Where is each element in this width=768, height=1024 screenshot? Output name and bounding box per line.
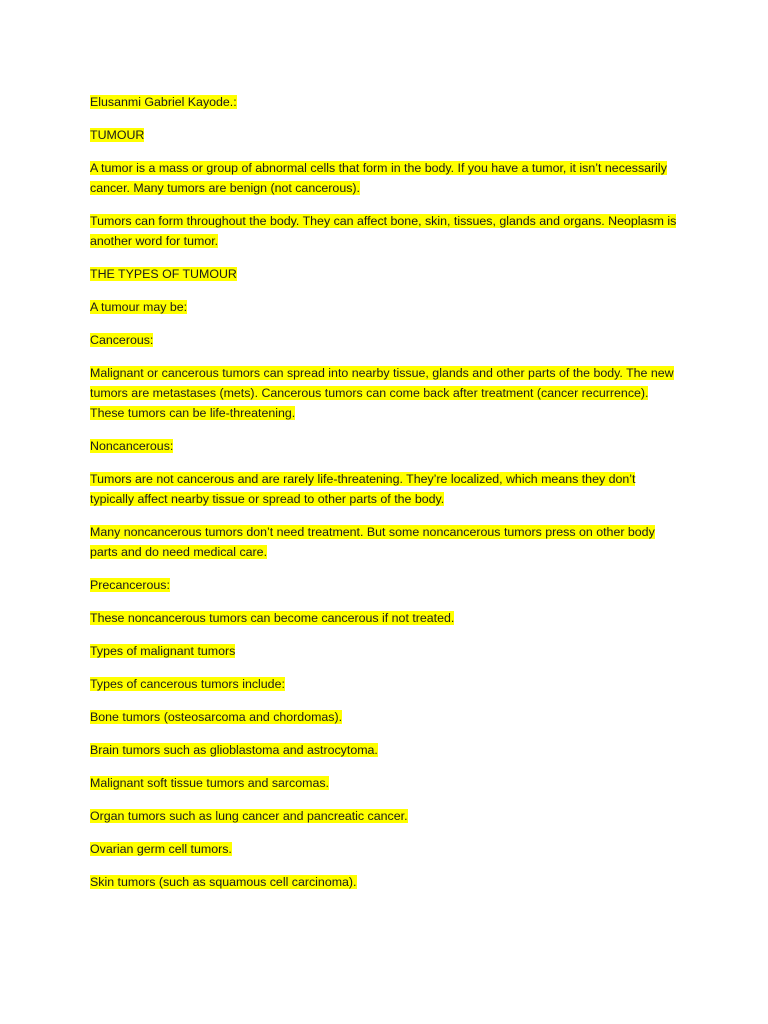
list-item-brain-tumors: Brain tumors such as glioblastoma and astrocytoma.: [90, 743, 378, 757]
paragraph-tumour-may-be: A tumour may be:: [90, 300, 188, 314]
paragraph-cancerous: Malignant or cancerous tumors can spread into nearby tissue, glands and other parts of the body. The new tumors are metastases (mets). Cancerous tumors can come back after treatment (cancer recurrence). These tumors can be life-threatening.: [90, 366, 674, 420]
section-heading-types: THE TYPES OF TUMOUR: [90, 267, 237, 281]
document-title: TUMOUR: [90, 128, 145, 142]
heading-malignant-types: Types of malignant tumors: [90, 644, 236, 658]
paragraph-tumor-definition: A tumor is a mass or group of abnormal cells that form in the body. If you have a tumor, it isn’t necessarily cancer. Many tumors are benign (not cancerous).: [90, 161, 667, 195]
list-item-skin-tumors: Skin tumors (such as squamous cell carcinoma).: [90, 875, 357, 889]
paragraph-precancerous: These noncancerous tumors can become cancerous if not treated.: [90, 611, 455, 625]
heading-noncancerous: Noncancerous:: [90, 439, 174, 453]
heading-cancerous: Cancerous:: [90, 333, 154, 347]
list-item-soft-tissue-tumors: Malignant soft tissue tumors and sarcomas.: [90, 776, 329, 790]
list-item-organ-tumors: Organ tumors such as lung cancer and pancreatic cancer.: [90, 809, 408, 823]
paragraph-tumor-locations: Tumors can form throughout the body. They can affect bone, skin, tissues, glands and organs. Neoplasm is another word for tumor.: [90, 214, 677, 248]
document-body: [90, 92, 680, 905]
list-item-bone-tumors: Bone tumors (osteosarcoma and chordomas).: [90, 710, 343, 724]
list-item-ovarian-tumors: Ovarian germ cell tumors.: [90, 842, 232, 856]
paragraph-noncancerous-treatment: Many noncancerous tumors don’t need treatment. But some noncancerous tumors press on other body parts and do need medical care.: [90, 525, 655, 559]
paragraph-types-include: Types of cancerous tumors include:: [90, 677, 285, 691]
author-line: Elusanmi Gabriel Kayode.:: [90, 95, 237, 109]
paragraph-noncancerous: Tumors are not cancerous and are rarely life-threatening. They’re localized, which means they don’t typically affect nearby tissue or spread to other parts of the body.: [90, 472, 636, 506]
heading-precancerous: Precancerous:: [90, 578, 170, 592]
